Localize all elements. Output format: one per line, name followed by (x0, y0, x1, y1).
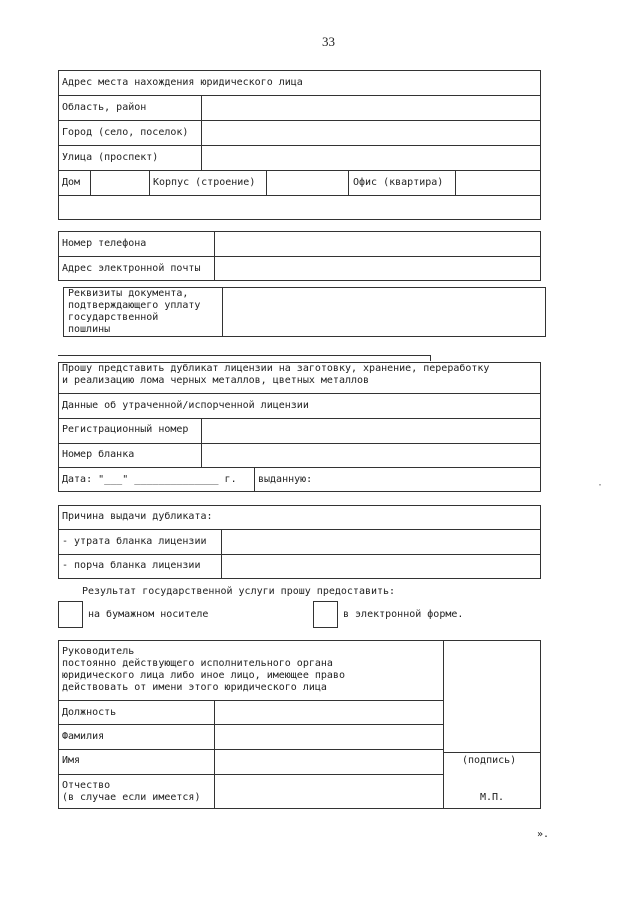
surname-field[interactable] (215, 725, 442, 748)
region-field[interactable] (202, 96, 540, 119)
request-text: Прошу представить дубликат лицензии на заготовку, хранение, переработку и реализацию лома черных металлов, цветных металлов (62, 363, 490, 386)
reason-lost-label: - утрата бланка лицензии (62, 536, 207, 547)
lost-data-label: Данные об утраченной/испорченной лицензии (62, 400, 309, 411)
building-label: Корпус (строение) (153, 177, 256, 188)
date-label: Дата: "___" ______________ г. (62, 474, 237, 485)
electronic-label: в электронной форме. (343, 609, 464, 620)
address-title: Адрес места нахождения юридического лица (62, 77, 303, 88)
phone-field[interactable] (215, 232, 540, 255)
patronymic-field[interactable] (215, 775, 442, 808)
building-field[interactable] (267, 171, 347, 194)
paper-checkbox[interactable] (58, 601, 83, 628)
reg-number-field[interactable] (202, 419, 540, 442)
street-label: Улица (проспект) (62, 152, 159, 163)
street-field[interactable] (202, 146, 540, 169)
electronic-checkbox[interactable] (313, 601, 338, 628)
city-label: Город (село, поселок) (62, 127, 189, 138)
issued-label: выданную: (258, 474, 313, 485)
reason-damaged-label: - порча бланка лицензии (62, 560, 201, 571)
reg-number-label: Регистрационный номер (62, 424, 189, 435)
result-title: Результат государственной услуги прошу предоставить: (82, 586, 396, 597)
address-extra-field[interactable] (59, 196, 540, 219)
form-number-label: Номер бланка (62, 449, 135, 460)
email-field[interactable] (215, 257, 540, 280)
stray-dot: · (597, 480, 604, 491)
email-label: Адрес электронной почты (62, 263, 201, 274)
signature-label: (подпись) (462, 755, 517, 766)
signature-field[interactable] (444, 641, 540, 751)
phone-label: Номер телефона (62, 238, 147, 249)
signatory-head-text: Руководитель постоянно действующего исполнительного органа юридического лица либо иное лицо, имеющее право действовать от имени этого юридического лица (62, 646, 345, 693)
patronymic-label: Отчество (в случае если имеется) (62, 780, 201, 803)
house-field[interactable] (91, 171, 148, 194)
city-field[interactable] (202, 121, 540, 144)
position-field[interactable] (215, 701, 442, 723)
closing-quote-mark: ». (537, 829, 550, 840)
house-label: Дом (62, 177, 81, 188)
seal-label: М.П. (480, 792, 505, 803)
reason-damaged-field[interactable] (222, 555, 540, 578)
surname-label: Фамилия (62, 731, 105, 742)
region-label: Область, район (62, 102, 147, 113)
office-label: Офис (квартира) (353, 177, 444, 188)
payment-field[interactable] (223, 288, 545, 336)
payment-label: Реквизиты документа, подтверждающего уплату государственной пошлины (68, 288, 201, 335)
reason-title: Причина выдачи дубликата: (62, 511, 213, 522)
office-field[interactable] (456, 171, 540, 194)
paper-label: на бумажном носителе (88, 609, 209, 620)
name-label: Имя (62, 755, 81, 766)
reason-lost-field[interactable] (222, 530, 540, 553)
name-field[interactable] (215, 750, 442, 773)
page-number: 33 (322, 34, 335, 49)
form-number-field[interactable] (202, 444, 540, 466)
position-label: Должность (62, 707, 117, 718)
